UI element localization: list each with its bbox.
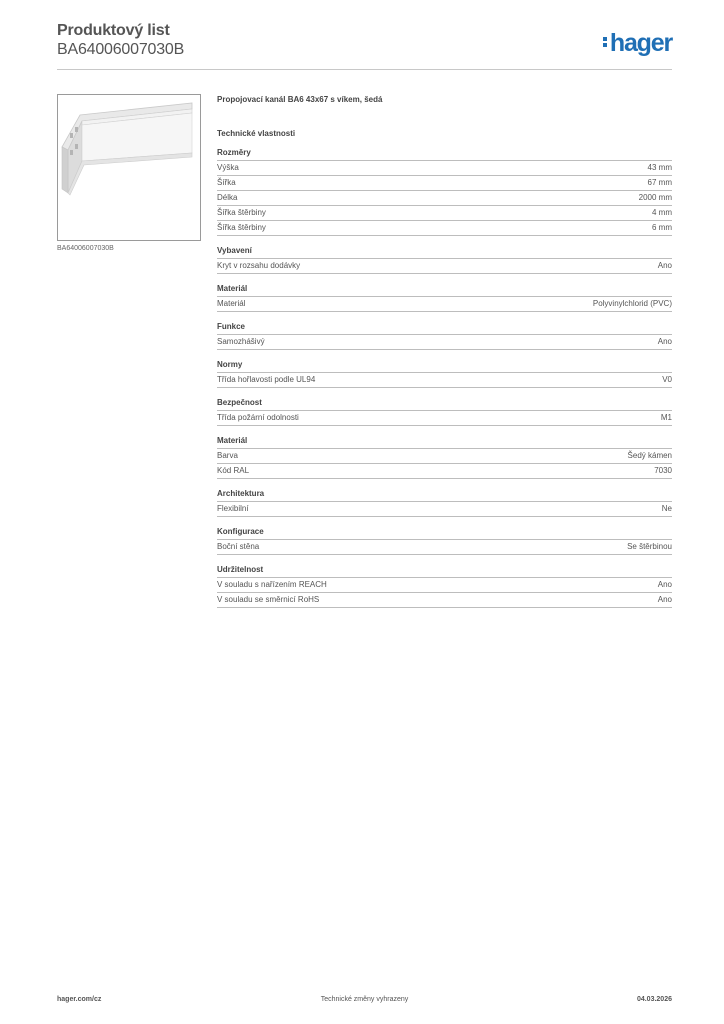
spec-label: Barva bbox=[217, 451, 238, 460]
spec-value: Ano bbox=[657, 580, 672, 589]
section-title: Udržitelnost bbox=[217, 563, 672, 578]
spec-row bbox=[217, 411, 672, 426]
spec-value: 4 mm bbox=[652, 208, 672, 217]
footer-website: hager.com/cz bbox=[57, 996, 102, 1003]
spec-value: 43 mm bbox=[647, 163, 672, 172]
spec-value: Ano bbox=[657, 337, 672, 346]
section-title: Konfigurace bbox=[217, 525, 672, 540]
spec-row bbox=[217, 335, 672, 350]
spec-row bbox=[217, 449, 672, 464]
page-footer bbox=[57, 996, 672, 1010]
spec-value: M1 bbox=[660, 413, 672, 422]
section-title: Materiál bbox=[217, 434, 672, 449]
technical-properties-heading: Technické vlastnosti bbox=[217, 129, 296, 138]
spec-row bbox=[217, 502, 672, 517]
cable-duct-icon bbox=[58, 95, 200, 240]
spec-row bbox=[217, 259, 672, 274]
spec-label: Šířka štěrbiny bbox=[217, 208, 266, 217]
spec-label: Boční stěna bbox=[217, 542, 260, 551]
spec-label: Délka bbox=[217, 193, 238, 202]
spec-value: Ne bbox=[661, 504, 672, 513]
spec-row bbox=[217, 297, 672, 312]
spec-row bbox=[217, 464, 672, 479]
spec-value: Se štěrbinou bbox=[627, 542, 672, 551]
image-caption: BA64006007030B bbox=[57, 245, 114, 252]
spec-section bbox=[217, 487, 672, 517]
spec-label: Výška bbox=[217, 163, 239, 172]
spec-value: 7030 bbox=[654, 466, 672, 475]
logo-dots-icon bbox=[603, 35, 608, 49]
spec-label: V souladu se směrnicí RoHS bbox=[217, 595, 320, 604]
section-title: Funkce bbox=[217, 320, 672, 335]
spec-row bbox=[217, 221, 672, 236]
section-title: Normy bbox=[217, 358, 672, 373]
spec-label: Flexibilní bbox=[217, 504, 249, 513]
product-content bbox=[217, 95, 672, 608]
spec-value: 67 mm bbox=[647, 178, 672, 187]
spec-label: Šířka štěrbiny bbox=[217, 223, 266, 232]
section-title: Bezpečnost bbox=[217, 396, 672, 411]
spec-section bbox=[217, 282, 672, 312]
spec-value: 2000 mm bbox=[638, 193, 672, 202]
spec-value: 6 mm bbox=[652, 223, 672, 232]
section-title: Vybavení bbox=[217, 244, 672, 259]
spec-label: Samozhášivý bbox=[217, 337, 265, 346]
spec-row bbox=[217, 161, 672, 176]
spec-label: V souladu s nařízením REACH bbox=[217, 580, 327, 589]
spec-row bbox=[217, 191, 672, 206]
spec-row bbox=[217, 373, 672, 388]
document-title: Produktový list bbox=[57, 22, 170, 39]
spec-section bbox=[217, 396, 672, 426]
footer-date: 04.03.2026 bbox=[636, 996, 672, 1003]
spec-section bbox=[217, 146, 672, 236]
section-title: Architektura bbox=[217, 487, 672, 502]
spec-section bbox=[217, 320, 672, 350]
spec-section bbox=[217, 244, 672, 274]
hager-logo bbox=[603, 29, 672, 58]
spec-row bbox=[217, 206, 672, 221]
page-header bbox=[57, 20, 672, 70]
product-code: BA64006007030B bbox=[57, 41, 185, 58]
spec-row bbox=[217, 593, 672, 608]
spec-row bbox=[217, 540, 672, 555]
section-title: Materiál bbox=[217, 282, 672, 297]
spec-section bbox=[217, 563, 672, 608]
product-name: Propojovací kanál BA6 43x67 s víkem, šedá bbox=[217, 95, 383, 104]
spec-section bbox=[217, 434, 672, 479]
product-image bbox=[57, 94, 201, 241]
spec-value: Polyvinylchlorid (PVC) bbox=[592, 299, 672, 308]
spec-value: V0 bbox=[662, 375, 672, 384]
logo-text: hager bbox=[609, 29, 672, 57]
spec-sections bbox=[217, 146, 672, 608]
spec-value: Ano bbox=[657, 261, 672, 270]
spec-label: Třída požární odolnosti bbox=[217, 413, 299, 422]
spec-label: Šířka bbox=[217, 178, 236, 187]
spec-row bbox=[217, 578, 672, 593]
spec-label: Třída hořlavosti podle UL94 bbox=[217, 375, 316, 384]
spec-label: Kód RAL bbox=[217, 466, 250, 475]
spec-value: Šedý kámen bbox=[627, 451, 672, 460]
spec-value: Ano bbox=[657, 595, 672, 604]
spec-label: Kryt v rozsahu dodávky bbox=[217, 261, 301, 270]
spec-label: Materiál bbox=[217, 299, 246, 308]
spec-row bbox=[217, 176, 672, 191]
footer-notice: Technické změny vyhrazeny bbox=[320, 996, 409, 1003]
spec-section bbox=[217, 358, 672, 388]
section-title: Rozměry bbox=[217, 146, 672, 161]
spec-section bbox=[217, 525, 672, 555]
